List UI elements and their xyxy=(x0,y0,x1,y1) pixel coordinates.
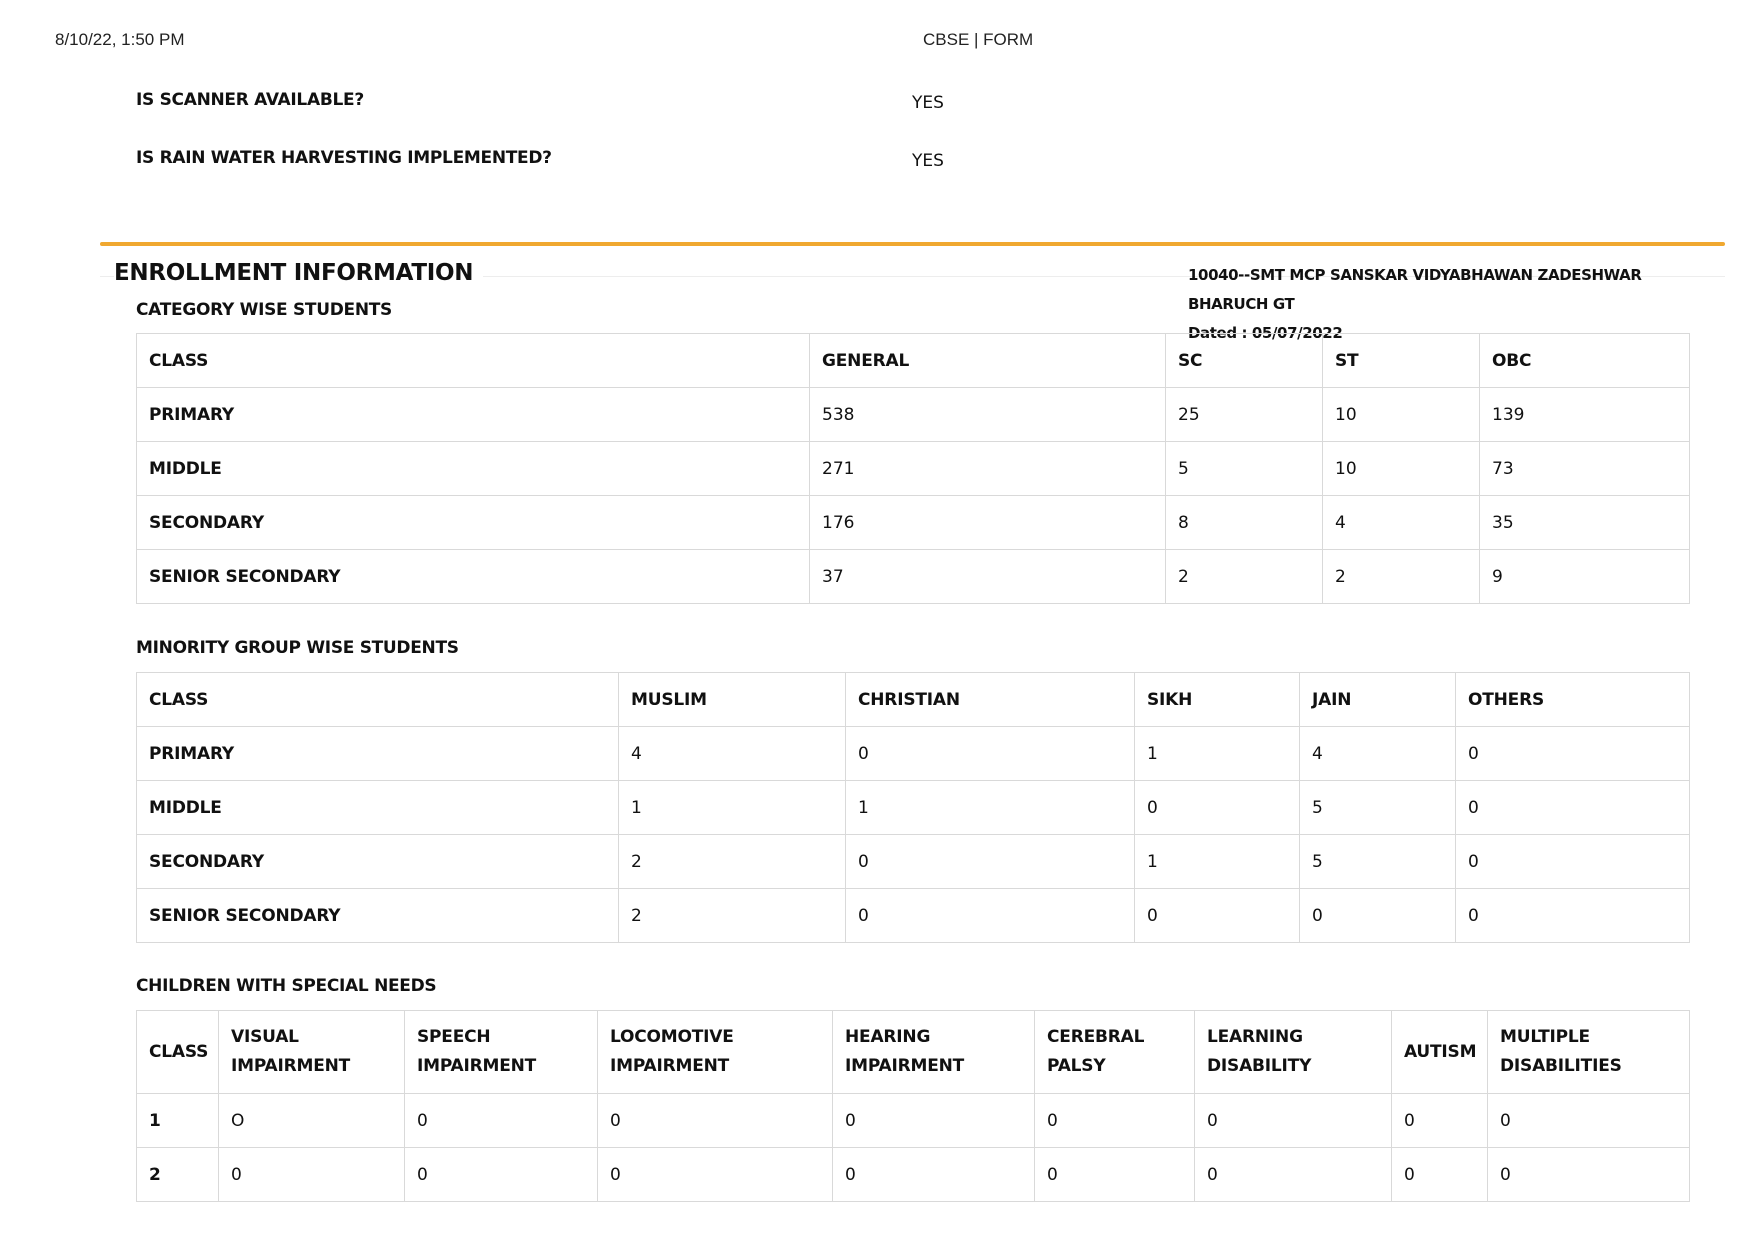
table-cell: 0 xyxy=(846,835,1135,889)
column-header: CLASS xyxy=(137,673,619,727)
answer-value: YES xyxy=(912,151,944,171)
section-title: ENROLLMENT INFORMATION xyxy=(114,260,483,286)
column-header xyxy=(1195,1011,1392,1094)
table-row xyxy=(137,550,1690,604)
column-header-line: CLASS xyxy=(149,1041,209,1062)
table-cell: 2 xyxy=(619,835,846,889)
table-cell: 0 xyxy=(1135,889,1300,943)
column-header xyxy=(833,1011,1035,1094)
table-row xyxy=(137,835,1690,889)
table-body xyxy=(137,1094,1690,1202)
header-row xyxy=(137,334,1690,388)
table-row xyxy=(137,442,1690,496)
column-header-line: IMPAIRMENT xyxy=(231,1056,351,1076)
table-cell: 1 xyxy=(1135,835,1300,889)
column-header-line: PALSY xyxy=(1047,1056,1106,1076)
column-header: JAIN xyxy=(1300,673,1456,727)
table-row xyxy=(137,781,1690,835)
table-cell: 0 xyxy=(1392,1148,1488,1202)
table-header xyxy=(137,1011,1690,1094)
table-cell: 538 xyxy=(810,388,1166,442)
table-cell: 4 xyxy=(1323,496,1480,550)
row-header-cell: SECONDARY xyxy=(137,835,619,889)
column-header: OBC xyxy=(1480,334,1690,388)
table-cell: 0 xyxy=(1195,1148,1392,1202)
table-cell: 5 xyxy=(1166,442,1323,496)
column-header-line: MULTIPLE xyxy=(1500,1027,1590,1047)
table-cell: 10 xyxy=(1323,442,1480,496)
row-header-cell: 2 xyxy=(137,1148,219,1202)
column-header: SC xyxy=(1166,334,1323,388)
column-header xyxy=(219,1011,405,1094)
table-cell: 0 xyxy=(846,727,1135,781)
print-page-title: CBSE | FORM xyxy=(923,30,1034,49)
table-cell: 0 xyxy=(1392,1094,1488,1148)
category-table xyxy=(136,333,1690,604)
row-header-cell: SENIOR SECONDARY xyxy=(137,889,619,943)
rain-water-question-row xyxy=(136,148,1636,178)
table-row xyxy=(137,388,1690,442)
table-cell: 0 xyxy=(598,1094,833,1148)
table-cell: 1 xyxy=(619,781,846,835)
special-needs-table-title: CHILDREN WITH SPECIAL NEEDS xyxy=(136,976,437,996)
special-needs-table xyxy=(136,1010,1690,1202)
row-header-cell: PRIMARY xyxy=(137,727,619,781)
table-cell: 8 xyxy=(1166,496,1323,550)
row-header-cell: MIDDLE xyxy=(137,442,810,496)
table-row xyxy=(137,1094,1690,1148)
column-header-line: SPEECH xyxy=(417,1027,491,1047)
table-row xyxy=(137,1148,1690,1202)
table-cell: 0 xyxy=(846,889,1135,943)
table-cell: 4 xyxy=(1300,727,1456,781)
table-header xyxy=(137,334,1690,388)
section-accent-rule xyxy=(100,242,1725,246)
column-header-line: VISUAL xyxy=(231,1027,299,1047)
table-cell: 0 xyxy=(1456,781,1690,835)
table-cell: O xyxy=(219,1094,405,1148)
column-header-line: DISABILITY xyxy=(1207,1056,1312,1076)
table-cell: 9 xyxy=(1480,550,1690,604)
table-cell: 271 xyxy=(810,442,1166,496)
table-cell: 2 xyxy=(1166,550,1323,604)
table-cell: 5 xyxy=(1300,835,1456,889)
category-table-title: CATEGORY WISE STUDENTS xyxy=(136,300,393,320)
table-cell: 139 xyxy=(1480,388,1690,442)
table-cell: 0 xyxy=(1456,835,1690,889)
question-label: IS SCANNER AVAILABLE? xyxy=(136,90,364,110)
table-row xyxy=(137,727,1690,781)
column-header-line: DISABILITIES xyxy=(1500,1056,1622,1076)
table-cell: 0 xyxy=(1035,1094,1195,1148)
answer-value: YES xyxy=(912,93,944,113)
table-cell: 0 xyxy=(1488,1094,1690,1148)
column-header xyxy=(405,1011,598,1094)
column-header xyxy=(598,1011,833,1094)
column-header: SIKH xyxy=(1135,673,1300,727)
print-header xyxy=(0,30,1754,54)
table-cell: 0 xyxy=(405,1148,598,1202)
table-cell: 2 xyxy=(1323,550,1480,604)
minority-table-title: MINORITY GROUP WISE STUDENTS xyxy=(136,638,459,658)
table-cell: 0 xyxy=(598,1148,833,1202)
table-cell: 37 xyxy=(810,550,1166,604)
question-label: IS RAIN WATER HARVESTING IMPLEMENTED? xyxy=(136,148,552,168)
column-header: CLASS xyxy=(137,334,810,388)
table-cell: 0 xyxy=(1488,1148,1690,1202)
column-header xyxy=(1488,1011,1690,1094)
row-header-cell: SECONDARY xyxy=(137,496,810,550)
row-header-cell: MIDDLE xyxy=(137,781,619,835)
header-row xyxy=(137,1011,1690,1094)
column-header: OTHERS xyxy=(1456,673,1690,727)
table-row xyxy=(137,889,1690,943)
column-header: CHRISTIAN xyxy=(846,673,1135,727)
table-cell: 0 xyxy=(219,1148,405,1202)
table-cell: 35 xyxy=(1480,496,1690,550)
table-cell: 1 xyxy=(1135,727,1300,781)
column-header xyxy=(1392,1011,1488,1094)
column-header xyxy=(137,1011,219,1094)
table-cell: 0 xyxy=(1135,781,1300,835)
table-body xyxy=(137,727,1690,943)
table-cell: 0 xyxy=(1035,1148,1195,1202)
row-header-cell: SENIOR SECONDARY xyxy=(137,550,810,604)
column-header-line: AUTISM xyxy=(1404,1041,1477,1062)
table-body xyxy=(137,388,1690,604)
column-header-line: HEARING xyxy=(845,1027,931,1047)
column-header-line: LEARNING xyxy=(1207,1027,1303,1047)
table-cell: 5 xyxy=(1300,781,1456,835)
table-cell: 25 xyxy=(1166,388,1323,442)
table-row xyxy=(137,496,1690,550)
table-cell: 4 xyxy=(619,727,846,781)
header-row xyxy=(137,673,1690,727)
table-cell: 0 xyxy=(1456,889,1690,943)
table-cell: 1 xyxy=(846,781,1135,835)
column-header-line: IMPAIRMENT xyxy=(610,1056,730,1076)
column-header: MUSLIM xyxy=(619,673,846,727)
column-header-line: CEREBRAL xyxy=(1047,1027,1145,1047)
table-cell: 0 xyxy=(1195,1094,1392,1148)
table-cell: 0 xyxy=(833,1094,1035,1148)
row-header-cell: 1 xyxy=(137,1094,219,1148)
minority-table xyxy=(136,672,1690,943)
table-cell: 10 xyxy=(1323,388,1480,442)
dated-label: Dated : 05/07/2022 xyxy=(1188,324,1343,342)
column-header xyxy=(1035,1011,1195,1094)
table-cell: 0 xyxy=(1456,727,1690,781)
table-cell: 0 xyxy=(405,1094,598,1148)
table-cell: 73 xyxy=(1480,442,1690,496)
column-header-line: IMPAIRMENT xyxy=(845,1056,965,1076)
column-header: ST xyxy=(1323,334,1480,388)
school-name: 10040--SMT MCP SANSKAR VIDYABHAWAN ZADESHWAR BHARUCH GT xyxy=(1188,266,1642,313)
scanner-question-row xyxy=(136,90,1636,120)
table-header xyxy=(137,673,1690,727)
table-cell: 0 xyxy=(1300,889,1456,943)
row-header-cell: PRIMARY xyxy=(137,388,810,442)
column-header-line: IMPAIRMENT xyxy=(417,1056,537,1076)
column-header: GENERAL xyxy=(810,334,1166,388)
table-cell: 0 xyxy=(833,1148,1035,1202)
table-cell: 176 xyxy=(810,496,1166,550)
table-cell: 2 xyxy=(619,889,846,943)
column-header-line: LOCOMOTIVE xyxy=(610,1027,734,1047)
print-datetime: 8/10/22, 1:50 PM xyxy=(55,30,185,49)
